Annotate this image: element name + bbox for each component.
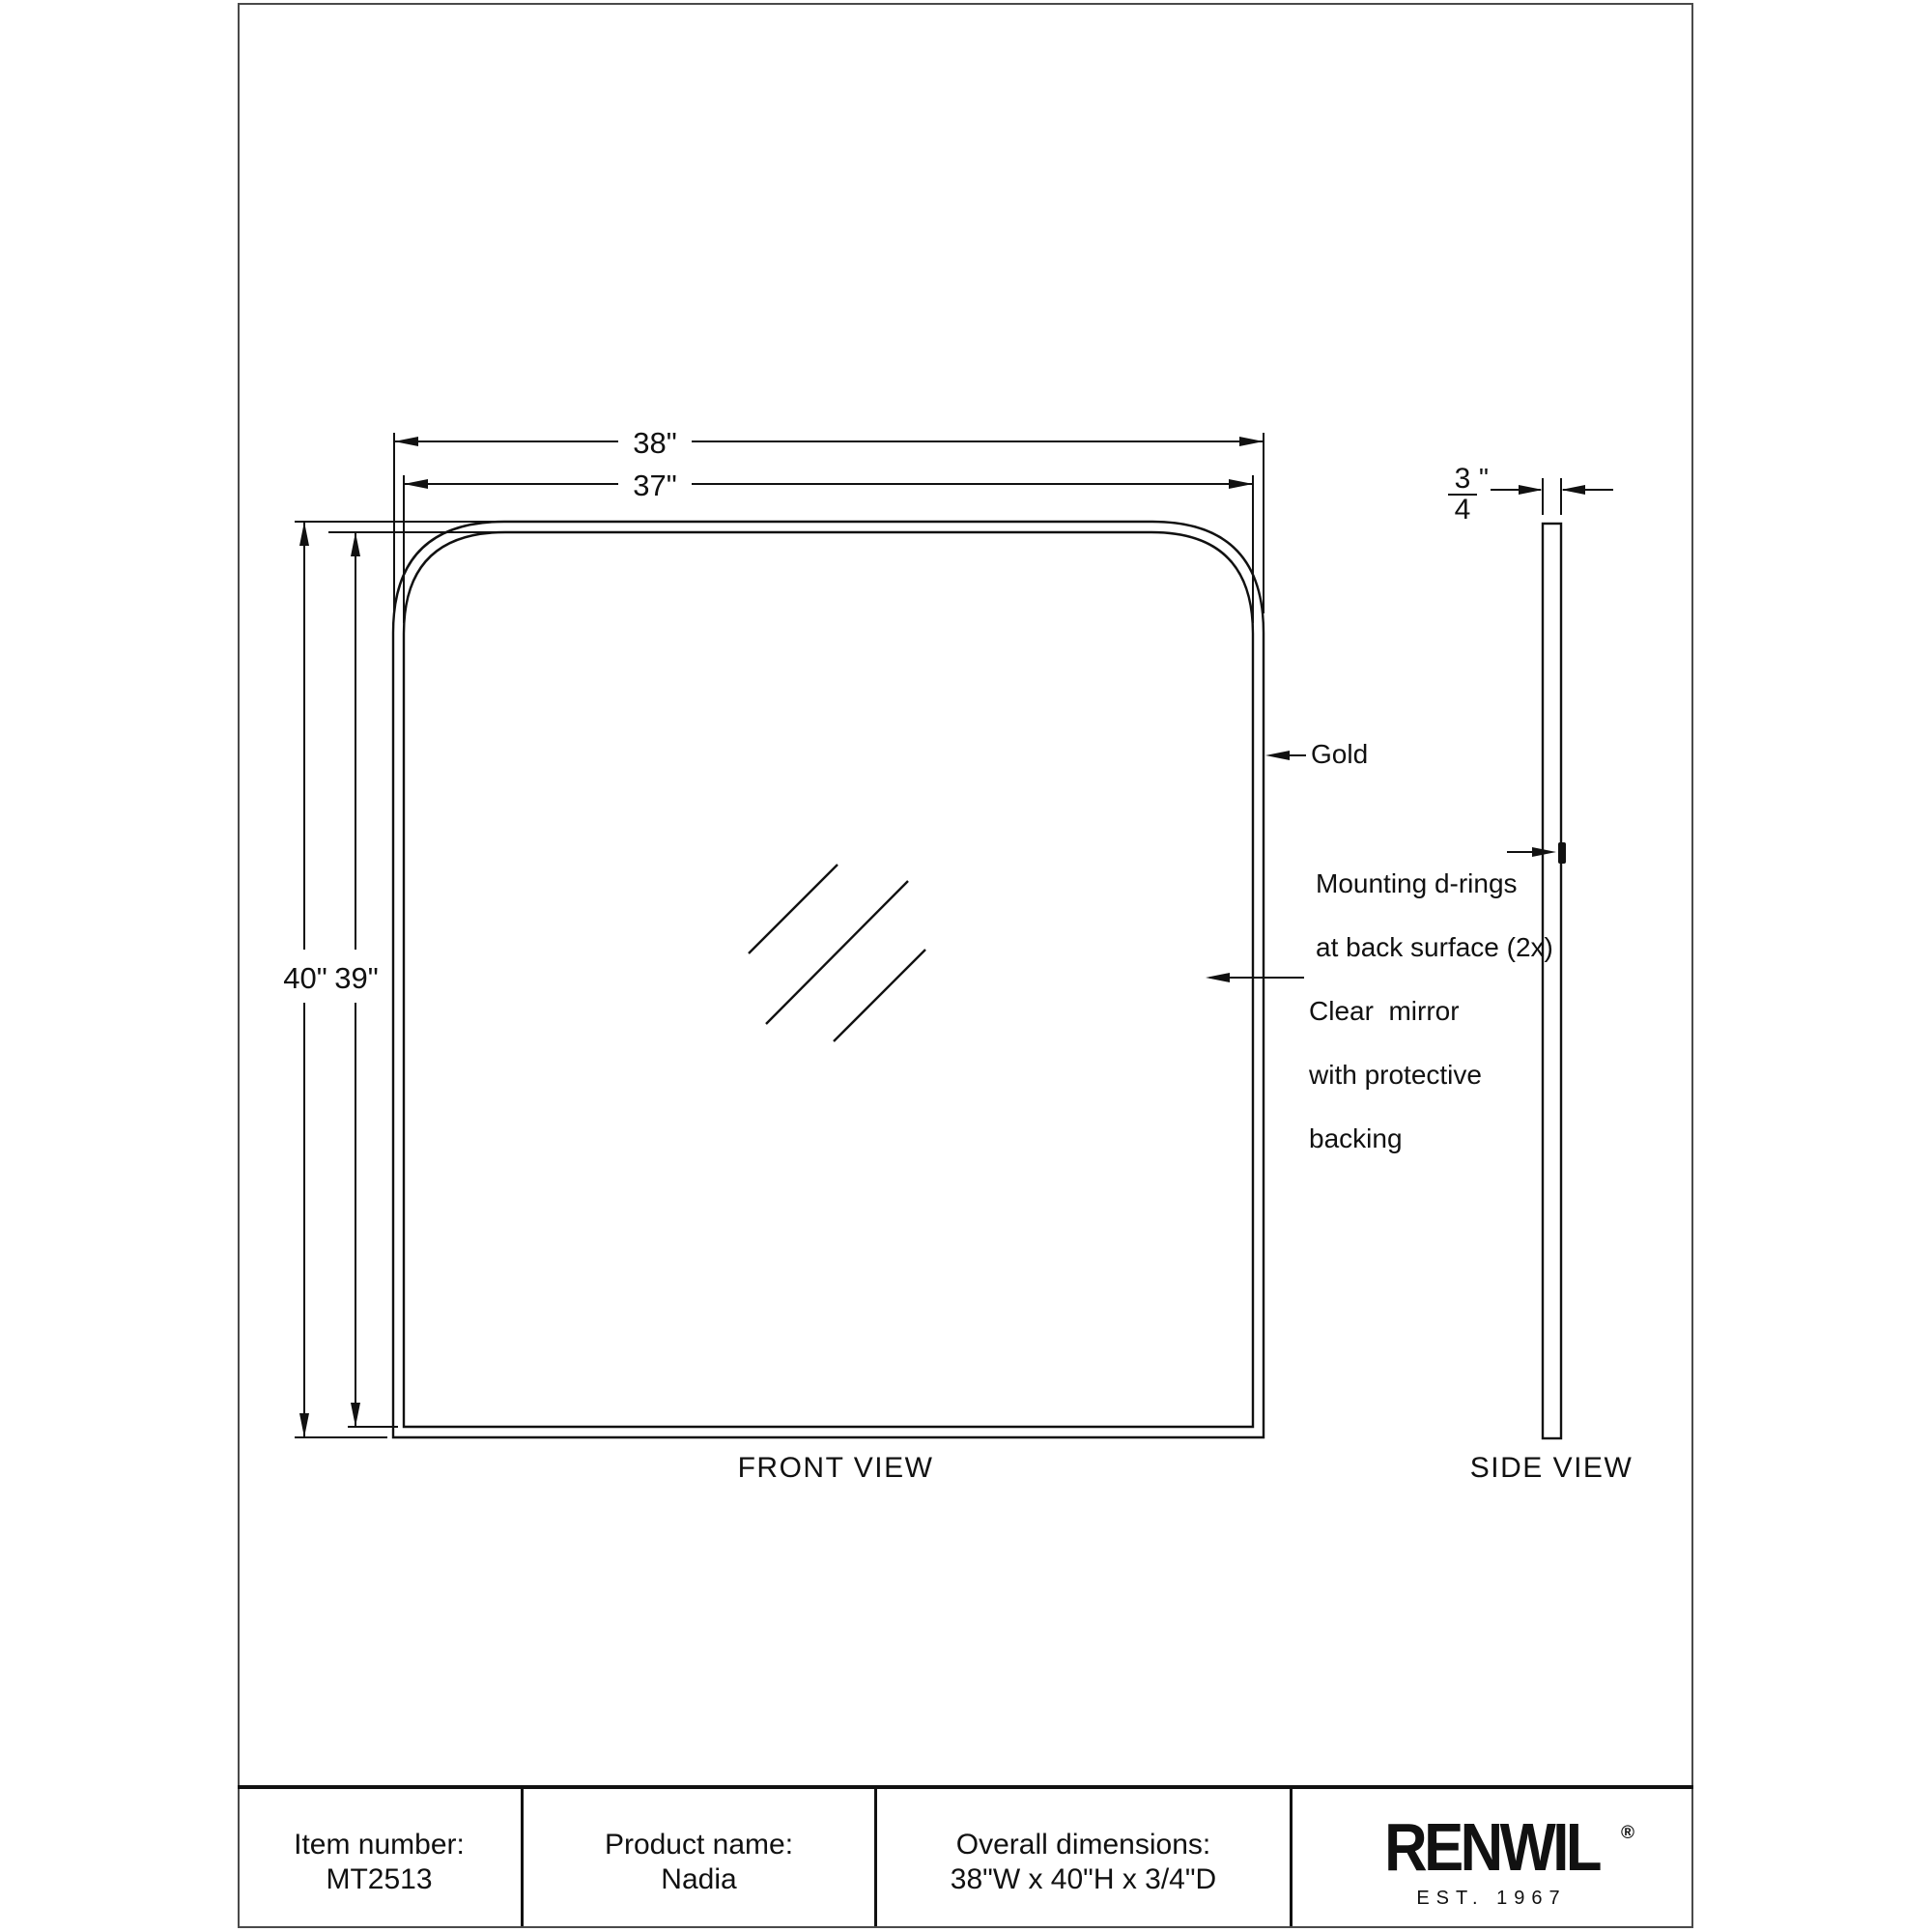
depth-denominator: 4 [1454,494,1471,526]
item-number-value: MT2513 [326,1863,433,1895]
annotation-mirror-line1: Clear mirror [1309,996,1460,1026]
front-view-drawing [393,522,1264,1437]
gold-leader [1265,751,1306,760]
info-table [238,1785,1693,1926]
annotation-mirror-line2: with protective [1309,1060,1482,1090]
product-name-label: Product name: [604,1829,794,1861]
product-name-value: Nadia [661,1863,737,1895]
item-number-label: Item number: [294,1829,465,1861]
mirror-inner-frame [404,532,1253,1427]
dimension-38 [394,437,1264,446]
annotation-mounting-line1: Mounting d-rings [1316,868,1518,898]
dim-label-38: 38" [633,426,677,460]
dim-label-39: 39" [334,961,379,995]
depth-numerator: 3 [1448,465,1477,496]
dimensions-label: Overall dimensions: [955,1829,1211,1861]
dimension-depth [1491,485,1613,495]
clear-mirror-leader [1206,973,1304,982]
annotation-clear-mirror [1309,962,1482,1188]
dim-label-40: 40" [283,961,327,995]
annotation-mounting-line2: at back surface (2x) [1316,932,1553,962]
mirror-glass-hatch [749,865,925,1041]
annotation-mirror-line3: backing [1309,1123,1403,1153]
dim-label-37: 37" [633,469,677,502]
dim-label-depth [1448,463,1489,526]
inch-mark: " [1479,463,1489,493]
mirror-outer-frame [393,522,1264,1437]
brand-logo [1370,1809,1635,1885]
item-number-cell [238,1789,521,1926]
side-view-title: SIDE VIEW [1469,1452,1634,1484]
front-view-title: FRONT VIEW [737,1452,934,1484]
annotation-gold: Gold [1311,739,1369,769]
d-ring-mark [1558,842,1566,864]
product-name-cell [521,1789,874,1926]
dimensions-cell [874,1789,1290,1926]
dimensions-value: 38"W x 40"H x 3/4"D [950,1863,1217,1895]
brand-established: EST. 1967 [1416,1888,1567,1909]
dimension-37 [404,479,1253,489]
brand-cell [1290,1789,1690,1926]
brand-name: RENWIL [1384,1809,1599,1885]
registered-trademark-icon: ® [1621,1823,1635,1843]
